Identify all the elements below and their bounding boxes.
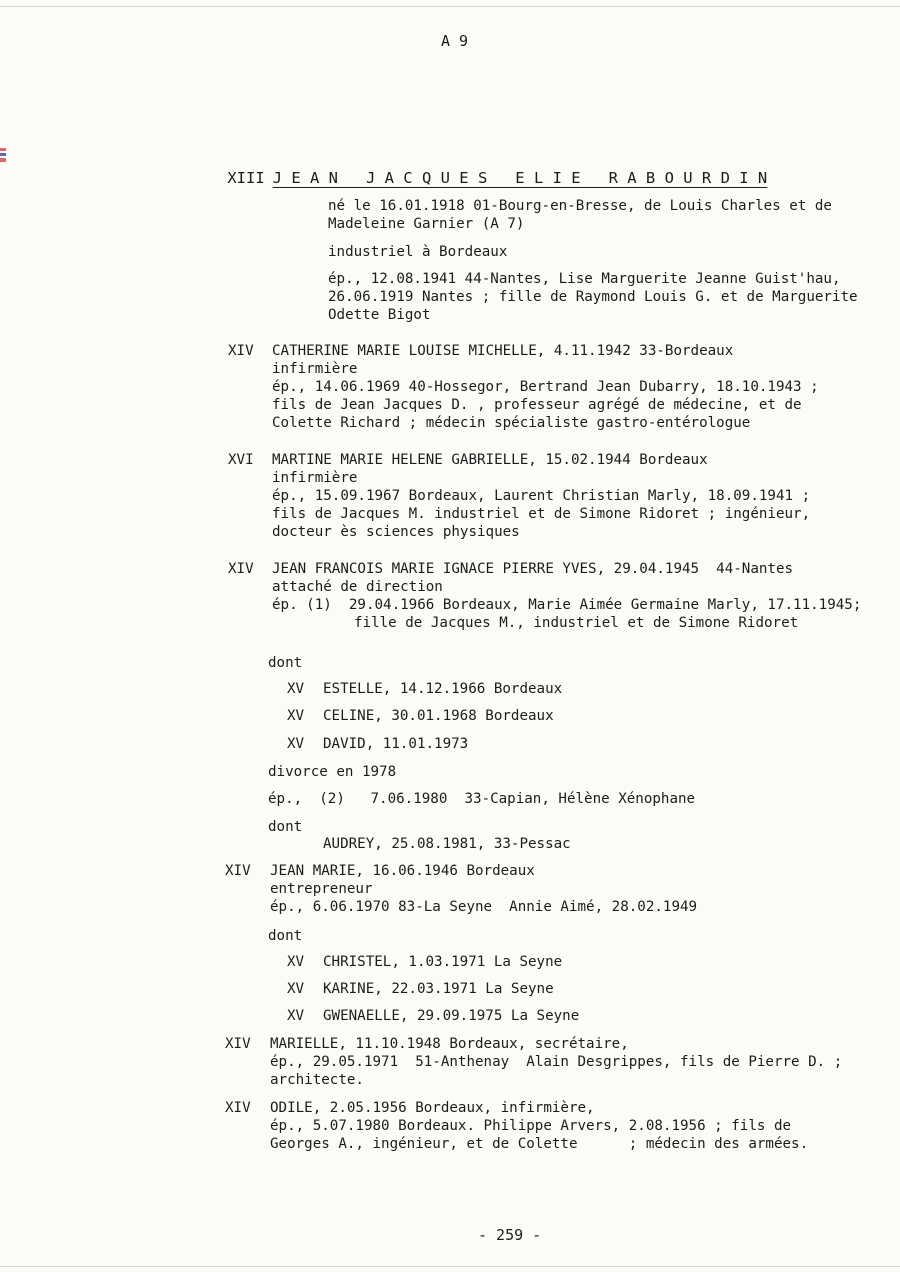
grandchild-entry: AUDREY, 25.08.1981, 33-Pessac bbox=[323, 836, 571, 852]
child-name: MARTINE MARIE HELENE GABRIELLE, 15.02.1944 Bordeaux bbox=[272, 452, 708, 468]
dont-label: dont bbox=[268, 928, 303, 944]
child-occupation: entrepreneur bbox=[270, 881, 373, 897]
occupation: industriel à Bordeaux bbox=[328, 244, 508, 260]
generation-label: XV bbox=[287, 681, 305, 697]
grandchild-entry: DAVID, 11.01.1973 bbox=[323, 736, 469, 752]
child-marriage-line: ép., 29.05.1971 51-Anthenay Alain Desgrippes, fils de Pierre D. ; bbox=[270, 1054, 843, 1070]
dont-label: dont bbox=[268, 819, 303, 835]
child-marriage-line: ép., 6.06.1970 83-La Seyne Annie Aimé, 28.02.1949 bbox=[270, 899, 698, 915]
generation-label: XV bbox=[287, 981, 305, 997]
generation-label: XIV bbox=[228, 561, 254, 577]
generation-label: XV bbox=[287, 708, 305, 724]
child-marriage-line: ép., 15.09.1967 Bordeaux, Laurent Christian Marly, 18.09.1941 ; bbox=[272, 488, 811, 504]
page-number: - 259 - bbox=[478, 1226, 542, 1244]
child-marriage-line: fils de Jean Jacques D. , professeur agrégé de médecine, et de bbox=[272, 397, 802, 413]
divorce-note: divorce en 1978 bbox=[268, 764, 397, 780]
marriage-line-3: Odette Bigot bbox=[328, 307, 431, 323]
title-person-name: J E A N J A C Q U E S E L I E R A B O U R D I N bbox=[272, 169, 768, 187]
page-reference: A 9 bbox=[441, 32, 469, 50]
dont-label: dont bbox=[268, 655, 303, 671]
child-marriage-line: fils de Jacques M. industriel et de Simone Ridoret ; ingénieur, bbox=[272, 506, 811, 522]
child-marriage-line: Colette Richard ; médecin spécialiste gastro-entérologue bbox=[272, 415, 751, 431]
child-name: JEAN MARIE, 16.06.1946 Bordeaux bbox=[270, 863, 535, 879]
child-name: CATHERINE MARIE LOUISE MICHELLE, 4.11.1942 33-Bordeaux bbox=[272, 343, 734, 359]
grandchild-entry: CELINE, 30.01.1968 Bordeaux bbox=[323, 708, 554, 724]
generation-label: XIV bbox=[225, 1036, 251, 1052]
child-name: MARIELLE, 11.10.1948 Bordeaux, secrétaire, bbox=[270, 1036, 629, 1052]
generation-label: XIV bbox=[228, 343, 254, 359]
child-marriage-line: ép. (1) 29.04.1966 Bordeaux, Marie Aimée Germaine Marly, 17.11.1945; bbox=[272, 597, 862, 613]
child-occupation: infirmière bbox=[272, 470, 358, 486]
marriage-line-1: ép., 12.08.1941 44-Nantes, Lise Marguerite Jeanne Guist'hau, bbox=[328, 271, 841, 287]
generation-label: XIV bbox=[225, 863, 251, 879]
scan-color-mark bbox=[0, 148, 6, 162]
grandchild-entry: KARINE, 22.03.1971 La Seyne bbox=[323, 981, 554, 997]
generation-label: XV bbox=[287, 954, 305, 970]
child-marriage-line: ép., 5.07.1980 Bordeaux. Philippe Arvers, 2.08.1956 ; fils de bbox=[270, 1118, 792, 1134]
child-marriage-line: Georges A., ingénieur, et de Colette ; médecin des armées. bbox=[270, 1136, 809, 1152]
grandchild-entry: GWENAELLE, 29.09.1975 La Seyne bbox=[323, 1008, 580, 1024]
birth-line-2: Madeleine Garnier (A 7) bbox=[328, 216, 525, 232]
generation-label: XIV bbox=[225, 1100, 251, 1116]
child-marriage-line: architecte. bbox=[270, 1072, 364, 1088]
child-marriage-line: ép., 14.06.1969 40-Hossegor, Bertrand Jean Dubarry, 18.10.1943 ; bbox=[272, 379, 819, 395]
scan-edge-top bbox=[0, 6, 900, 7]
child-marriage-line: fille de Jacques M., industriel et de Simone Ridoret bbox=[354, 615, 799, 631]
child-name: ODILE, 2.05.1956 Bordeaux, infirmière, bbox=[270, 1100, 595, 1116]
birth-line-1: né le 16.01.1918 01-Bourg-en-Bresse, de Louis Charles et de bbox=[328, 198, 832, 214]
grandchild-entry: CHRISTEL, 1.03.1971 La Seyne bbox=[323, 954, 563, 970]
scan-edge-bottom bbox=[0, 1266, 900, 1267]
child-occupation: infirmière bbox=[272, 361, 358, 377]
child-name: JEAN FRANCOIS MARIE IGNACE PIERRE YVES, 29.04.1945 44-Nantes bbox=[272, 561, 794, 577]
marriage-line-2: 26.06.1919 Nantes ; fille de Raymond Louis G. et de Marguerite bbox=[328, 289, 858, 305]
generation-label: XV bbox=[287, 1008, 305, 1024]
second-marriage-line: ép., (2) 7.06.1980 33-Capian, Hélène Xénophane bbox=[268, 791, 696, 807]
generation-label: XVI bbox=[228, 452, 254, 468]
generation-label: XV bbox=[287, 736, 305, 752]
title-generation: XIII bbox=[227, 169, 265, 187]
child-marriage-line: docteur ès sciences physiques bbox=[272, 524, 520, 540]
grandchild-entry: ESTELLE, 14.12.1966 Bordeaux bbox=[323, 681, 563, 697]
child-occupation: attaché de direction bbox=[272, 579, 443, 595]
